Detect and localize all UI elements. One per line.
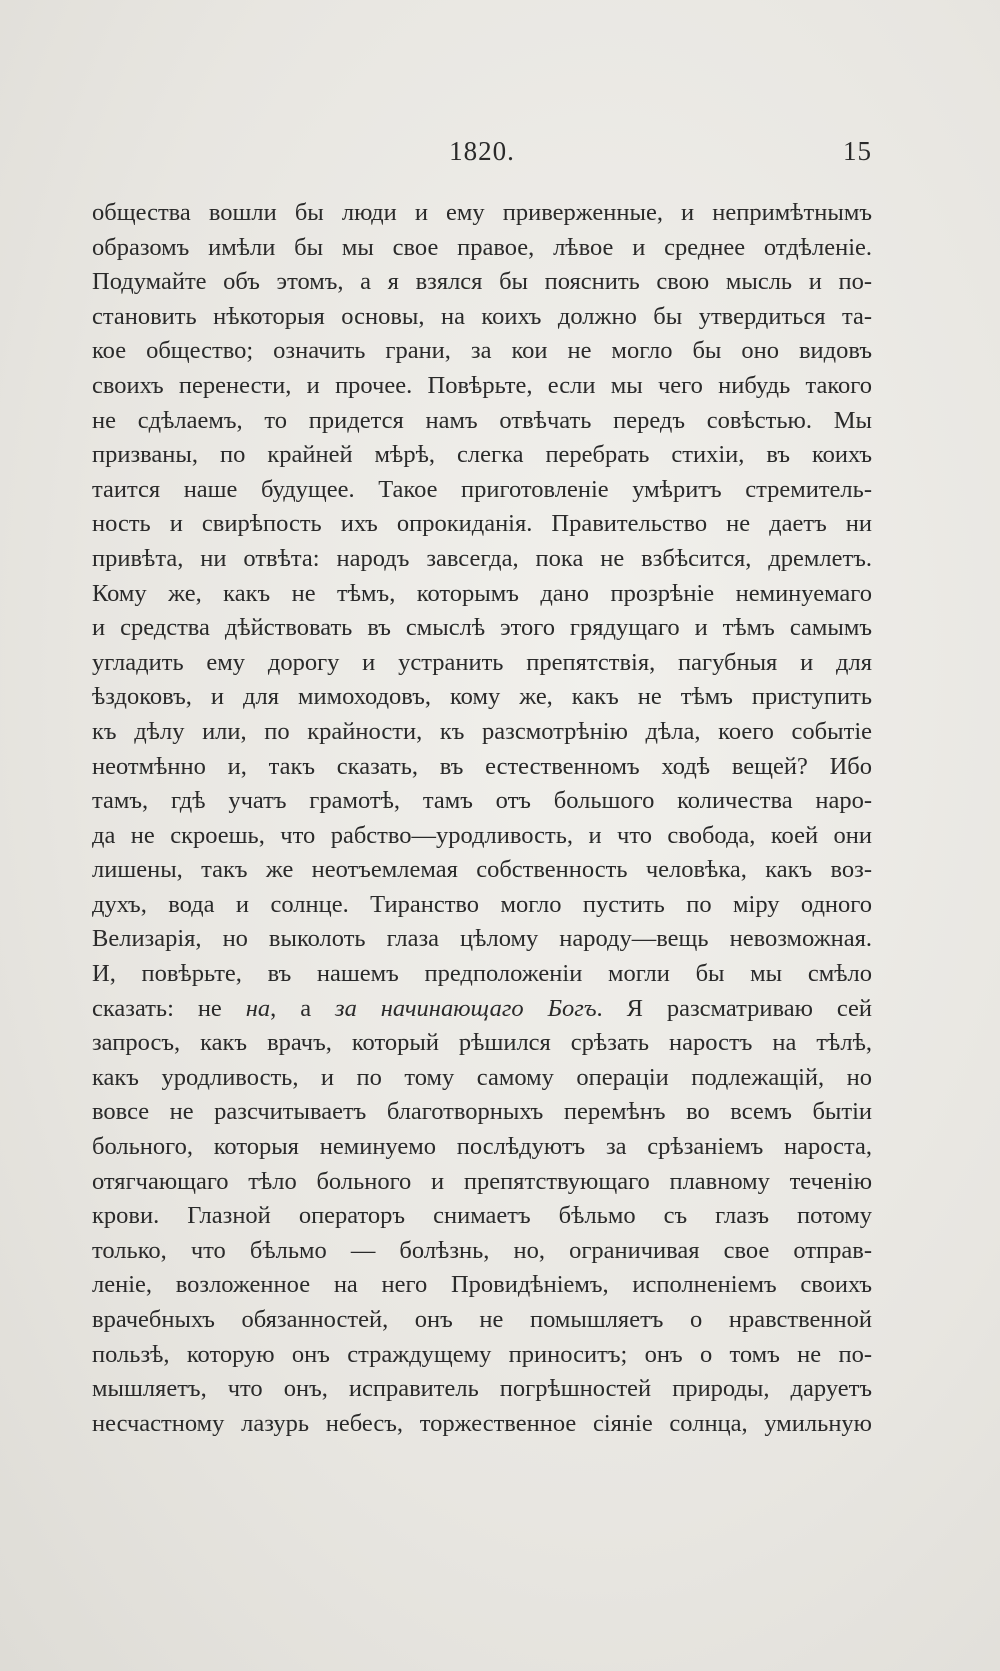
text-line: крови. Глазной операторъ снимаетъ бѣльмо съ глазъ потому xyxy=(92,1202,872,1230)
text-line: не сдѣлаемъ, то придется намъ отвѣчать передъ совѣстью. Мы xyxy=(92,406,872,434)
text-line: какъ уродливость, и по тому самому операціи подлежащій, но xyxy=(92,1063,872,1091)
body-text xyxy=(92,196,872,1441)
text-line: таится наше будущее. Такое приготовленіе умѣритъ стремитель- xyxy=(92,475,872,503)
text-line: врачебныхъ обязанностей, онъ не помышляетъ о нравственной xyxy=(92,1306,872,1333)
header-year: 1820. xyxy=(449,136,515,166)
text-line: да не скроешь, что рабство—уродливость, и что свобода, коей они xyxy=(92,821,872,849)
text-line: мышляетъ, что онъ, исправитель погрѣшностей природы, даруетъ xyxy=(92,1375,872,1403)
text-line: угладить ему дорогу и устранить препятствія, пагубныя и для xyxy=(92,648,872,676)
text-line: больного, которыя неминуемо послѣдуютъ за срѣзаніемъ нароста, xyxy=(92,1133,872,1161)
text-line: духъ, вода и солнце. Тиранство могло пустить по міру одного xyxy=(92,890,872,918)
italic-phrase: на xyxy=(245,994,271,1022)
text-line: только, что бѣльмо — болѣзнь, но, ограничивая свое отправ- xyxy=(92,1236,872,1264)
text-line: отягчающаго тѣло больного и препятствующаго плавному теченію xyxy=(92,1167,872,1195)
running-header xyxy=(92,136,872,176)
text-line: вовсе не разсчитываетъ благотворныхъ перемѣнъ во всемъ бытіи xyxy=(92,1098,872,1126)
text-line: образомъ имѣли бы мы свое правое, лѣвое и среднее отдѣленіе. xyxy=(92,233,872,261)
text-line: ѣздоковъ, и для мимоходовъ, кому же, какъ не тѣмъ приступить xyxy=(92,683,872,711)
text-line: лишены, такъ же неотъемлемая собственность человѣка, какъ воз- xyxy=(92,856,872,884)
text-line: неотмѣнно и, такъ сказать, въ естественномъ ходѣ вещей? Ибо xyxy=(92,752,872,780)
text-line: тамъ, гдѣ учатъ грамотѣ, тамъ отъ большого количества наро- xyxy=(92,787,872,815)
text-line: своихъ перенести, и прочее. Повѣрьте, если мы чего нибудь такого xyxy=(92,371,872,399)
line-segment: , а xyxy=(270,994,336,1022)
text-line: ность и свирѣпость ихъ опрокиданія. Правительство не даетъ ни xyxy=(92,510,872,538)
text-line: И, повѣрьте, въ нашемъ предположеніи могли бы мы смѣло xyxy=(92,960,872,988)
text-line: Подумайте объ этомъ, а я взялся бы пояснить свою мысль и по- xyxy=(92,268,872,296)
text-line: призваны, по крайней мѣрѣ, слегка перебрать стихіи, въ коихъ xyxy=(92,441,872,469)
page-number: 15 xyxy=(843,136,872,166)
line-segment: . Я разсматриваю сей xyxy=(596,994,872,1022)
text-line: Велизарія, но выколоть глаза цѣлому народу—вещь невозможная. xyxy=(92,925,872,953)
text-line: становить нѣкоторыя основы, на коихъ должно бы утвердиться та- xyxy=(92,302,872,330)
text-line: къ дѣлу или, по крайности, къ разсмотрѣнію дѣла, коего событіе xyxy=(92,717,872,745)
text-line: леніе, возложенное на него Провидѣніемъ, исполненіемъ своихъ xyxy=(92,1271,872,1299)
text-line: запросъ, какъ врачъ, который рѣшился срѣзать наростъ на тѣлѣ, xyxy=(92,1029,872,1057)
text-line: кое общество; означить грани, за кои не могло бы оно видовъ xyxy=(92,337,872,365)
line-segment: сказать: не xyxy=(92,994,246,1022)
text-line: общества вошли бы люди и ему приверженные, и непримѣтнымъ xyxy=(92,199,872,226)
text-line-with-italics xyxy=(92,992,872,1027)
text-line: несчастному лазурь небесъ, торжественное сіяніе солнца, умильную xyxy=(92,1409,872,1437)
text-line: пользѣ, которую онъ страждущему приноситъ; онъ о томъ не по- xyxy=(92,1340,872,1368)
text-line: Кому же, какъ не тѣмъ, которымъ дано прозрѣніе неминуемаго xyxy=(92,579,872,607)
italic-phrase: за начинающаго Богъ xyxy=(335,994,597,1022)
text-line: привѣта, ни отвѣта: народъ завсегда, пока не взбѣсится, дремлетъ. xyxy=(92,544,872,572)
text-line: и средства дѣйствовать въ смыслѣ этого грядущаго и тѣмъ самымъ xyxy=(92,614,872,642)
